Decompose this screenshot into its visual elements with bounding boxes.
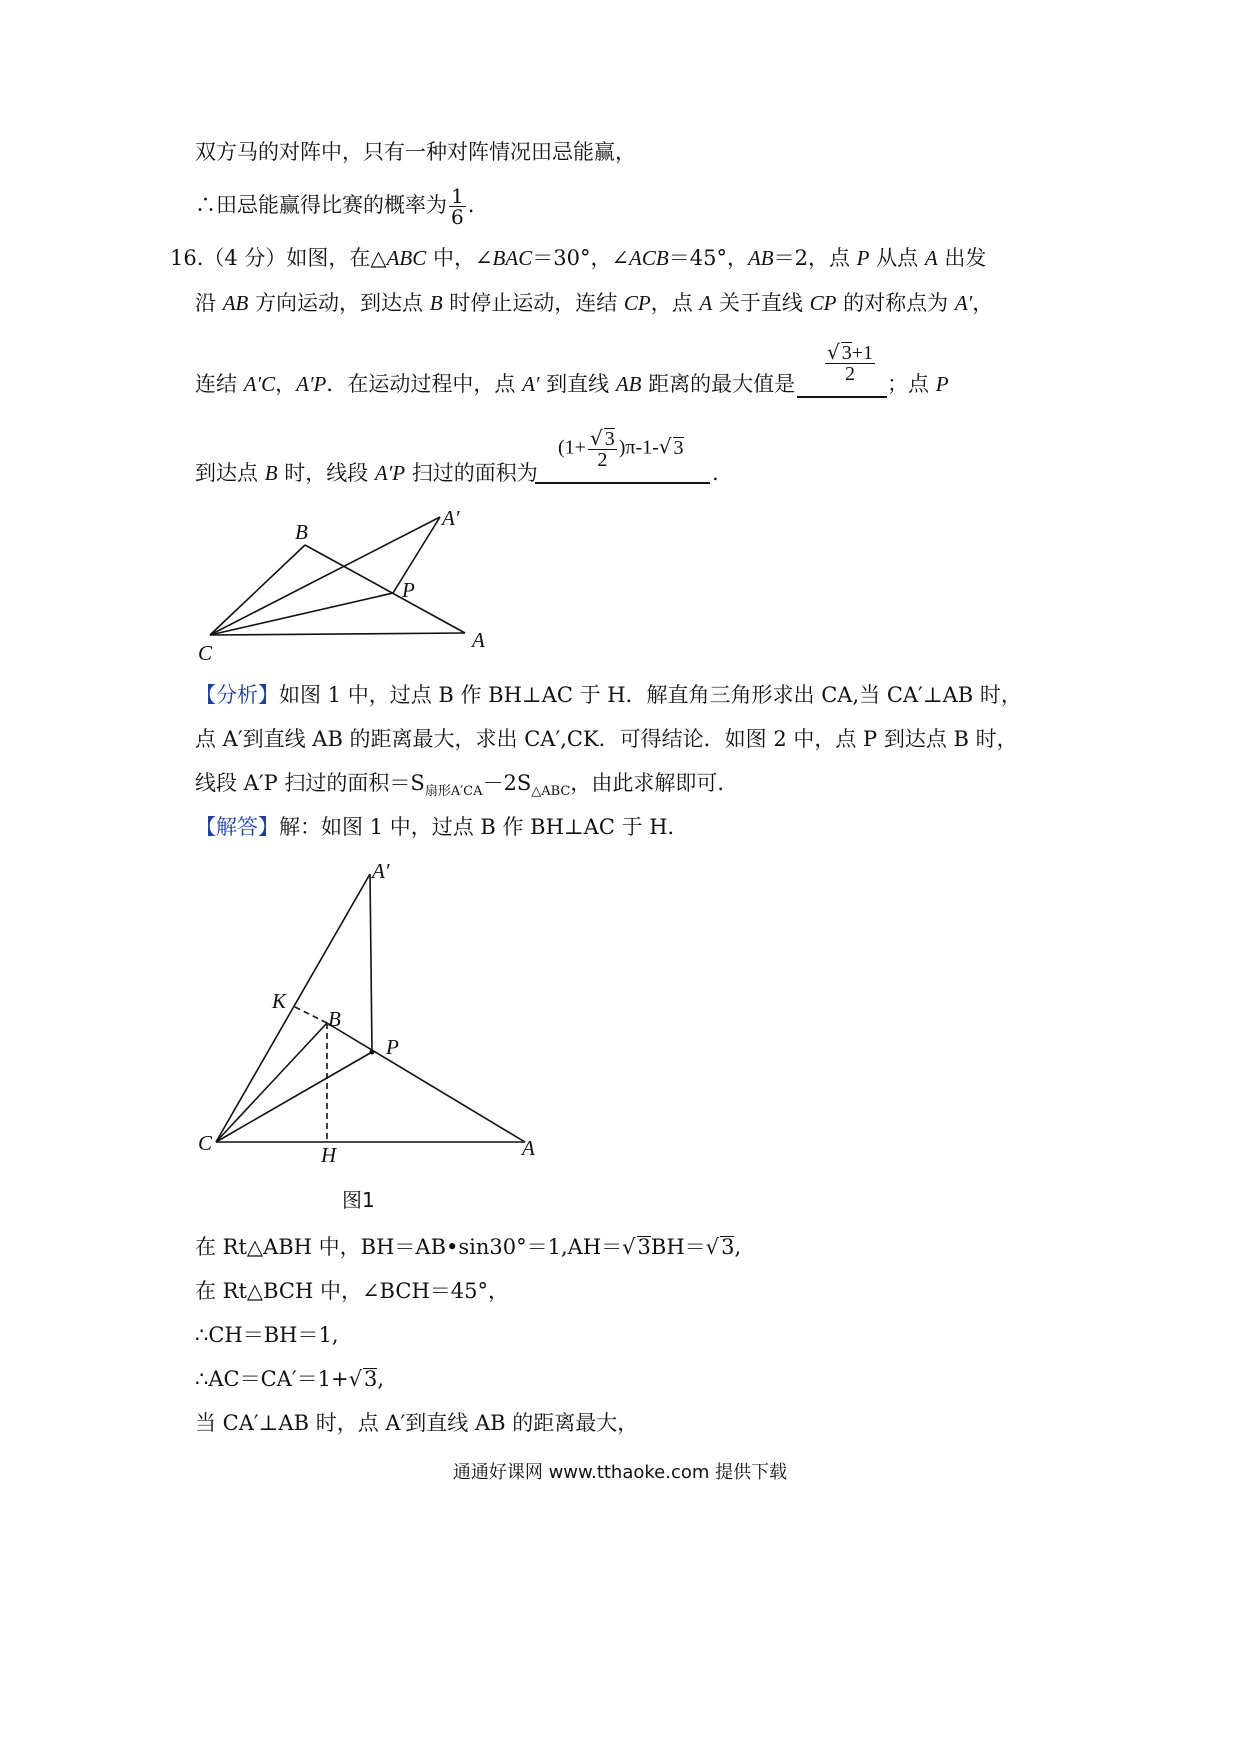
analysis-text-2: 点 A′到直线 AB 的距离最大，求出 CA′,CK．可得结论．如图 2 中，点 P 到达点 B 时， [195,727,1018,751]
text-segment: ；点 [887,372,936,396]
text-segment: 中，∠ [426,246,493,270]
text-segment: ＝45°， [668,246,748,270]
text-segment: 距离的最大值是 [641,372,796,396]
analysis-tag: 【分析】 [195,683,279,707]
solution-text-4: ∴CH＝BH＝1, [195,1323,339,1347]
analysis-line-2 [195,727,1018,752]
analysis-line-1 [195,683,1022,708]
text-period: . [712,461,719,485]
label-k: K [272,989,287,1013]
figure-1 [190,858,550,1168]
answer-2-denominator: 2 [597,449,608,471]
text-math: A′P [296,372,327,396]
text-segment: BH＝ [650,1235,706,1259]
text-segment: (1+ [558,436,586,459]
text-math: P [856,246,870,270]
text-segment: ＝30°，∠ [532,246,630,270]
text-segment: ，由此求解即可． [570,771,739,795]
solution-text-6: 当 CA′⊥AB 时，点 A′到直线 AB 的距离最大， [195,1411,639,1435]
fraction-one-sixth [449,186,466,227]
text-math: CP [623,291,651,315]
text-segment: 连结 [195,372,244,396]
segment-a-prime-p [370,874,372,1052]
analysis-line-3 [195,771,738,800]
fraction-numerator: 1 [451,184,464,208]
text-math: CP [809,291,837,315]
answer-1-numerator: √ 3+1 [827,340,874,364]
text-horse-matchup: 双方马的对阵中，只有一种对阵情况田忌能赢， [195,140,636,164]
text-math: A′ [522,372,540,396]
text-segment: 出发 [937,246,987,270]
text-segment: 在 Rt△ABH 中，BH＝AB•sin30°＝1,AH＝ [195,1235,623,1259]
sqrt-radicand: 3 [604,428,615,450]
solution-line-4 [195,1323,339,1348]
text-segment: )π-1- [618,436,659,459]
sqrt-radicand: 3 [637,1235,651,1259]
text-math: A′ [954,291,973,315]
text-math: A [699,291,713,315]
text-segment: 时，线段 [277,461,375,485]
solution-line-2: 在 Rt△ABH 中，BH＝AB•sin30°＝1,AH＝√3BH＝√3, [195,1235,742,1259]
text-math: AB [222,291,249,315]
text-segment: 到直线 [539,372,616,396]
label-p: P [386,1035,399,1059]
text-segment: ， [275,372,297,396]
segment-cp [216,1052,372,1142]
segment-ca-prime [216,874,370,1142]
text-segment: ，点 [650,291,700,315]
question-16-line-4 [195,461,538,486]
answer-2: (1+ $\frac{√ 3}{2}$ )π-1-√ 3 [558,426,684,471]
text-math: AB [615,372,642,396]
text-math: B [264,461,278,485]
text-segment: ＝2，点 [773,246,857,270]
segment-ba [305,545,465,633]
solution-tag: 【解答】 [195,815,279,839]
label-c: C [198,1131,213,1155]
answer-blank-1 [797,396,887,398]
text-segment: 到达点 [195,461,265,485]
text-math: B [429,291,443,315]
text-segment: , [734,1235,742,1259]
answer-1-denominator: 2 [845,363,856,385]
subscript: 扇形A′CA [424,784,483,800]
answer-blank-2 [535,482,710,484]
text-segment: 16.（4 分）如图，在△ [170,246,387,270]
text-math: BAC [492,246,533,270]
label-h: H [321,1143,337,1167]
question-16-line-1 [170,246,986,271]
text-segment: , [377,1367,385,1391]
text-segment: ．在运动过程中，点 [326,372,523,396]
solution-line-3 [195,1279,509,1304]
segment-bk-dashed [293,1006,327,1023]
solution-text-1: 解：如图 1 中，过点 B 作 BH⊥AC 于 H． [279,815,689,839]
label-a-prime: A′ [442,506,460,530]
figure-caption: 图1 [342,1188,375,1212]
solution-text-3: 在 Rt△BCH 中，∠BCH＝45°， [195,1279,509,1303]
figure-problem [190,505,510,670]
text-segment: ， [972,291,994,315]
text-math: ACB [629,246,669,270]
text-period: . [467,193,475,217]
solution-line-6 [195,1411,638,1436]
text-segment: 扫过的面积为 [405,461,538,485]
question-16-line-4-tail [712,461,719,486]
footer-watermark: 通通好课网 www.tthaoke.com 提供下载 [452,1462,788,1483]
sqrt-radicand: 3 [363,1367,378,1391]
text-segment: 的对称点为 [836,291,955,315]
segment-ca [210,633,465,635]
question-16-line-3 [195,372,795,397]
sqrt-radicand: 3 [721,1235,735,1259]
label-p: P [402,578,415,602]
analysis-text-1: 如图 1 中，过点 B 作 BH⊥AC 于 H．解直角三角形求出 CA,当 CA′⊥AB 时， [279,683,1022,707]
text-line-1 [195,140,636,165]
text-segment: ∴AC＝CA′＝1+ [195,1367,349,1391]
question-16-line-3-tail [887,372,949,397]
text-probability-statement: ∴田忌能赢得比赛的概率为 [195,193,447,217]
answer-2-fraction [588,428,617,470]
text-math: A [924,246,938,270]
solution-line-1 [195,815,689,840]
solution-line-5: ∴AC＝CA′＝1+√3, [195,1367,385,1391]
sqrt-radicand: 3 [673,436,684,459]
answer-1 [823,342,877,384]
segment-ba [327,1023,525,1142]
label-c: C [198,641,213,665]
label-a: A [522,1136,535,1160]
sqrt-radicand: 3 [841,342,852,364]
fraction-denominator: 6 [451,205,464,229]
segment-cb [216,1023,327,1142]
subscript: △ABC [531,784,571,800]
text-segment: 沿 [195,291,223,315]
question-16-line-2 [195,291,993,316]
label-b: B [295,520,308,544]
label-a: A [472,628,485,652]
text-math: ABC [386,246,427,270]
text-segment: 从点 [869,246,925,270]
text-math: P [935,372,949,396]
point-p [370,1050,375,1055]
segment-cp [210,593,393,635]
text-math: A′C [243,372,276,396]
label-b: B [328,1007,341,1031]
segment-ca-prime [210,517,440,635]
text-segment: 时停止运动，连结 [442,291,624,315]
text-line-2 [195,186,474,227]
text-math: AB [747,246,774,270]
text-segment: +1 [851,342,874,364]
label-a-prime: A′ [372,859,390,883]
answer-2-numerator: √ 3 [589,426,615,450]
text-segment: 线段 A′P 扫过的面积＝S [195,771,425,795]
text-segment: 方向运动，到达点 [248,291,430,315]
answer-1-fraction [825,342,875,384]
text-segment: 关于直线 [712,291,810,315]
text-math: A′P [374,461,406,485]
text-segment: －2S [482,771,532,795]
segment-cb [210,545,305,635]
